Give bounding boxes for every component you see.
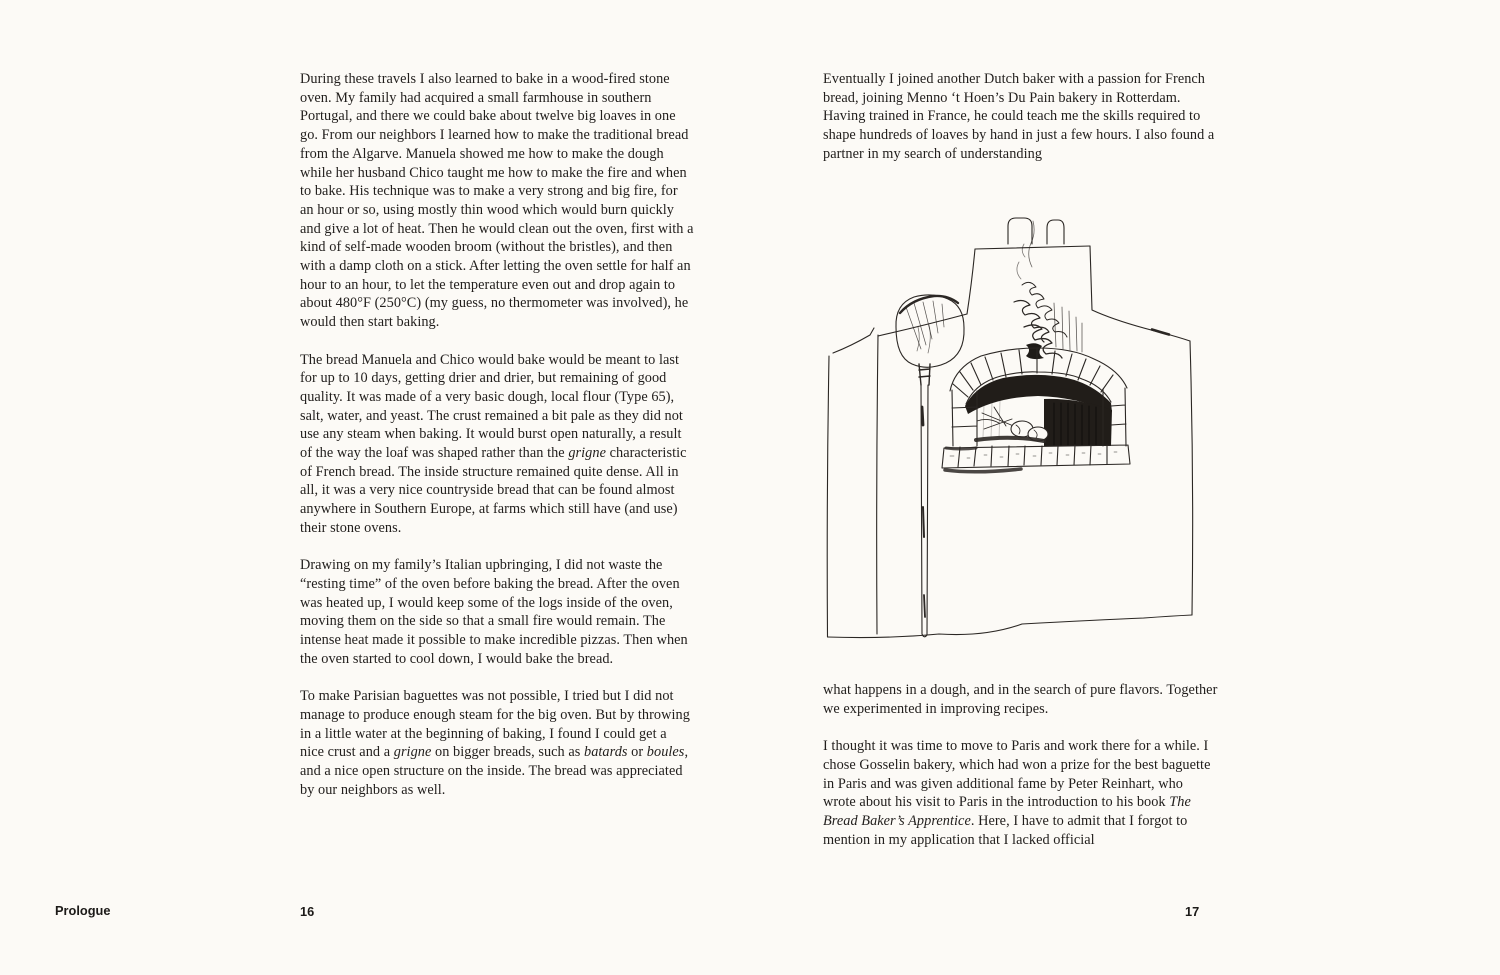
- running-footer-section-label: Prologue: [55, 903, 111, 918]
- baker-peel: [896, 295, 964, 637]
- chimney-stubs: [1008, 218, 1064, 244]
- page-number-left: 16: [300, 904, 315, 919]
- shelf-bricks: [942, 445, 1130, 472]
- wood-fired-oven-sketch-icon: [826, 207, 1198, 665]
- soot-scribbles: [1014, 221, 1082, 359]
- paragraph: Drawing on my family’s Italian upbringing, I did not waste the “resting time” of the oven before baking the bread. After the oven was heated up, I would keep some of the logs inside of the oven, moving them on the side so that a small fire would remain. The intense heat made it possible to make incredible pizzas. Then when the oven started to cool down, I would bake the bread.: [300, 557, 688, 667]
- page-number-right: 17: [1185, 904, 1200, 919]
- oven-wall-outline: [827, 246, 1192, 638]
- paragraph: I thought it was time to move to Paris and work there for a while. I chose Gosselin bakery, which had won a prize for the best baguette in Paris and was given additional fame by Peter Reinhart, who wrote about his visit to Paris in the introduction to his book The Bread Baker’s Apprentice. Here, I have to admit that I forgot to mention in my application that I lacked official: [823, 738, 1211, 848]
- paragraph: During these travels I also learned to bake in a wood-fired stone oven. My family had acquired a small farmhouse in southern Portugal, and there we could bake about twelve big loaves in one go. From our neighbors I learned how to make the traditional bread from the Algarve. Manuela showed me how to make the dough while her husband Chico taught me how to make the fire and when to bake. His technique was to make a very strong and big fire, for an hour or so, using mostly thin wood which would burn quickly and give a lot of heat. Then he would clean out the oven, first with a kind of self-made wooden broom (without the bristles), and then with a damp cloth on a stick. After letting the oven settle for half an hour to an hour, to let the temperature even out and drop again to about 480°F (250°C) (my guess, no thermometer was involved), he would then start baking.: [300, 71, 694, 331]
- paragraph: what happens in a dough, and in the search of pure flavors. Together we experimented in improving recipes.: [823, 682, 1218, 717]
- oven-mouth: [950, 348, 1127, 446]
- right-page-text-column-top: [823, 70, 1219, 164]
- left-page-text-column: [300, 70, 694, 799]
- paragraph: To make Parisian baguettes was not possible, I tried but I did not manage to produce enough steam for the big oven. But by throwing in a little water at the beginning of baking, I found I could get a nice crust and a grigne on bigger breads, such as batards or boules, and a nice open structure on the inside. The bread was appreciated by our neighbors as well.: [300, 688, 690, 798]
- oven-sketch-illustration: [826, 207, 1198, 665]
- paragraph: The bread Manuela and Chico would bake would be meant to last for up to 10 days, getting drier and drier, but remaining of good quality. It was made of a very basic dough, local flour (Type 65), salt, water, and yeast. The crust remained a bit pale as they did not use any steam when baking. It would burst open naturally, a result of the way the loaf was shaped rather than the grigne characteristic of French bread. The inside structure remained quite dense. All in all, it was a very nice countryside bread that can be found almost anywhere in Southern Europe, at farms which still have (and use) their stone ovens.: [300, 351, 687, 536]
- paragraph: Eventually I joined another Dutch baker with a passion for French bread, joining Menno ‘t Hoen’s Du Pain bakery in Rotterdam. Having trained in France, he could teach me the skills required to shape hundreds of loaves by hand in just a few hours. I also found a partner in my search of understanding: [823, 71, 1215, 162]
- right-page-text-column-bottom: [823, 681, 1219, 849]
